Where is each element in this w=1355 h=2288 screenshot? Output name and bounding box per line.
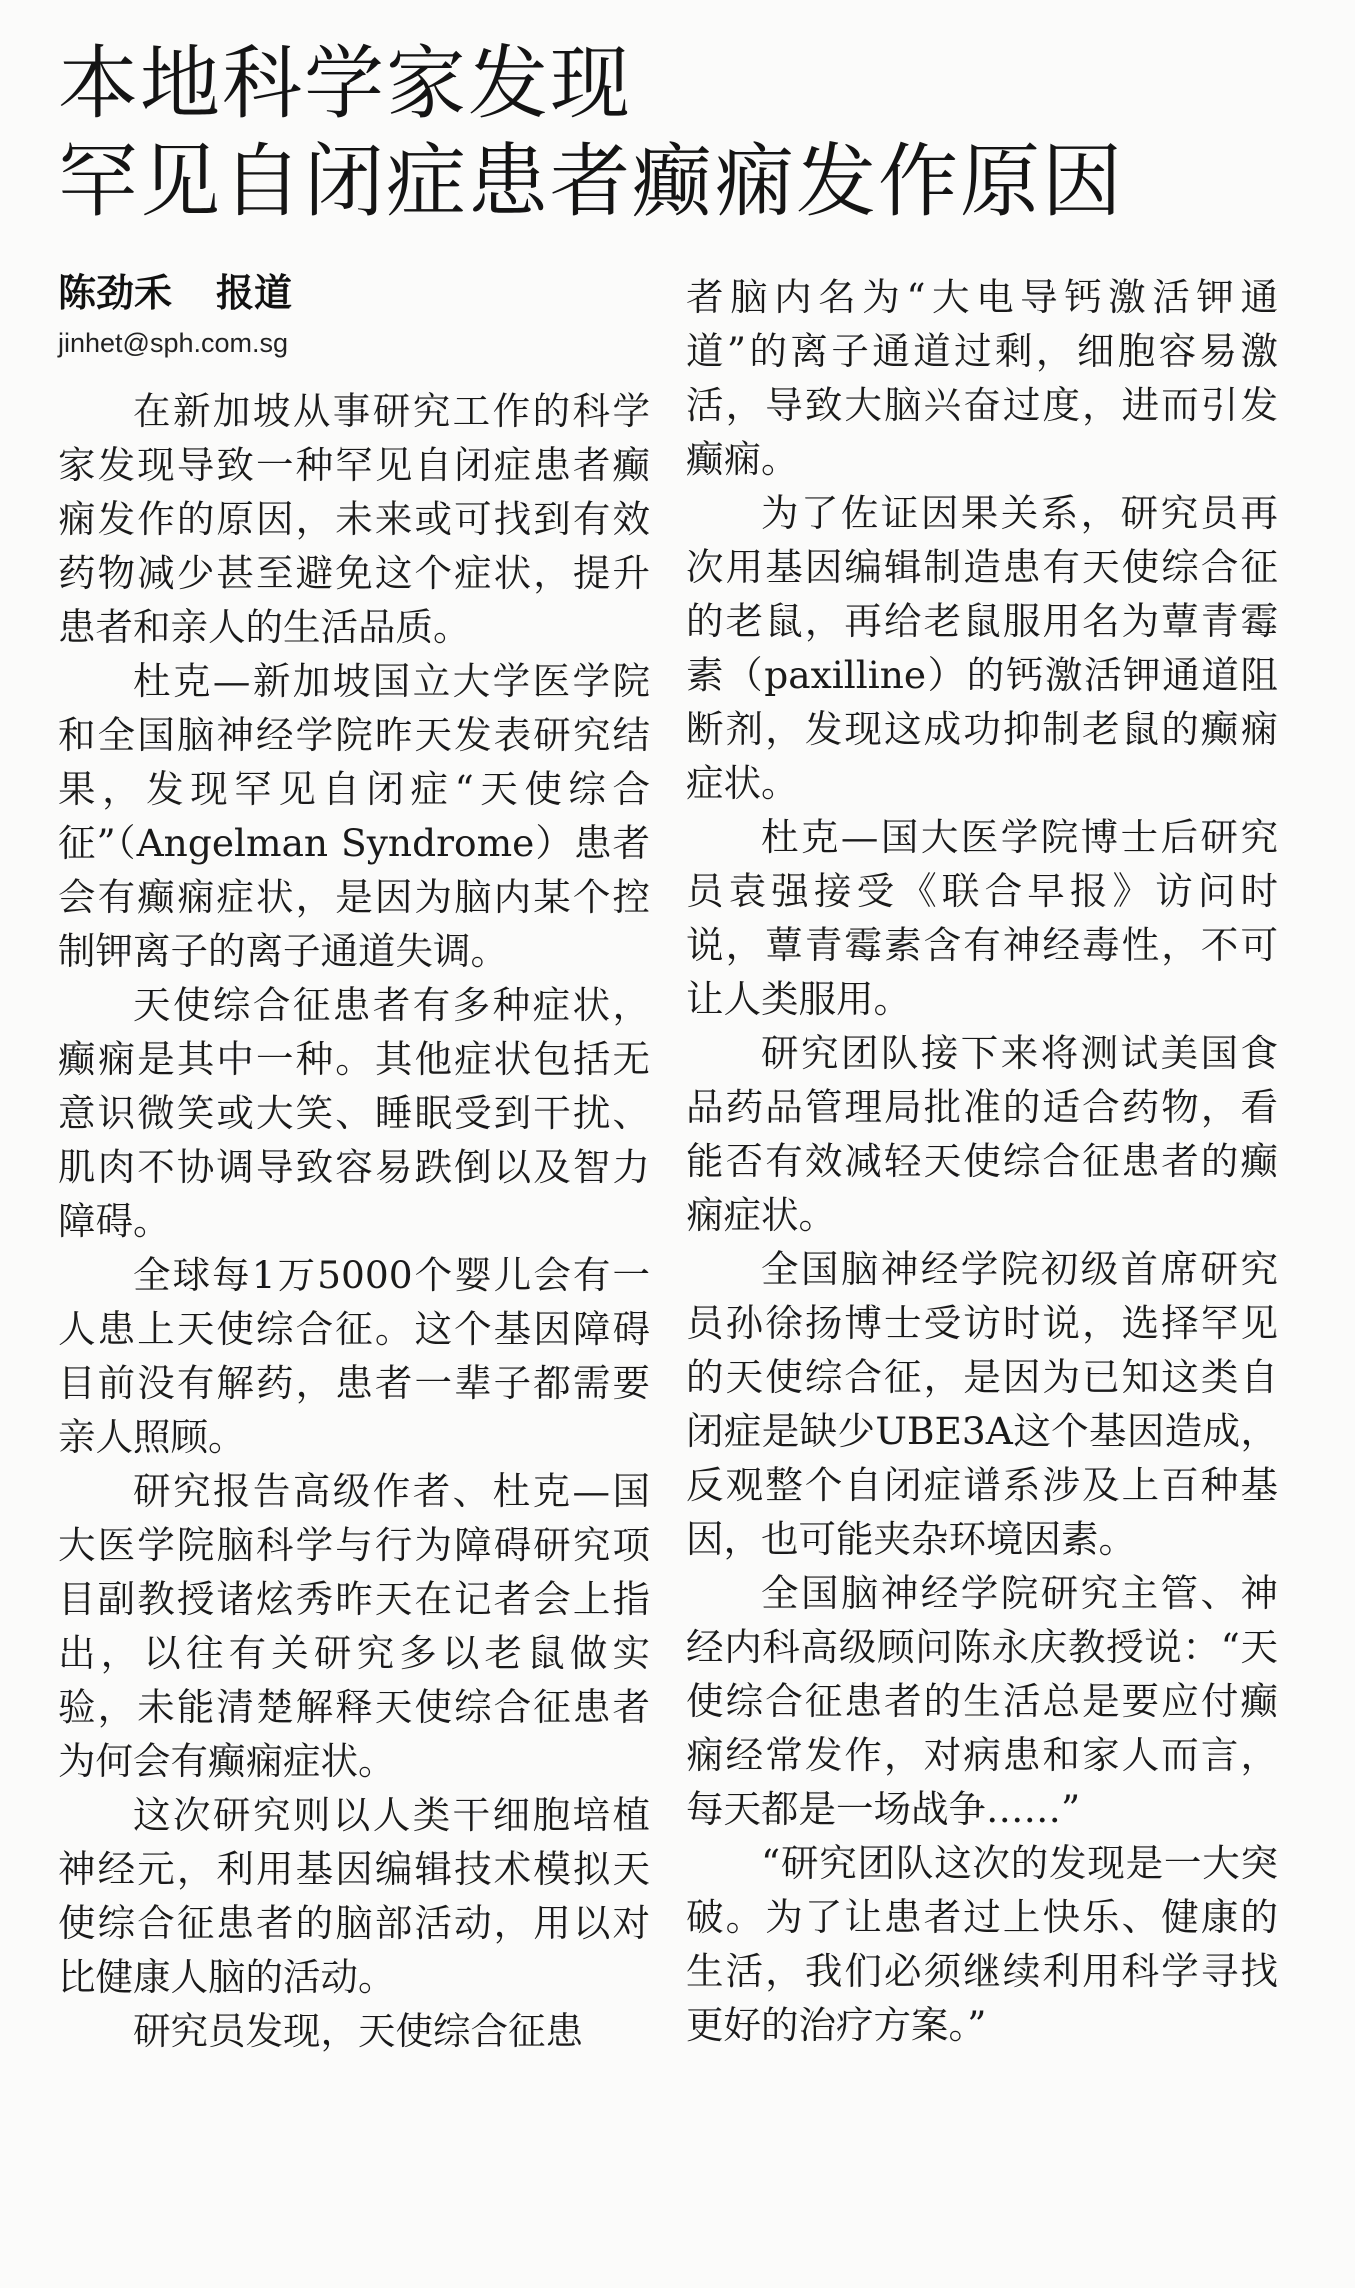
byline xyxy=(58,270,292,316)
left-column xyxy=(58,384,650,2058)
paragraph: 天使综合征患者有多种症状，癫痫是其中一种。其他症状包括无意识微笑或大笑、睡眠受到干扰、肌肉不协调导致容易跌倒以及智力障碍。 xyxy=(58,983,650,1243)
byline-author: 陈劲禾 xyxy=(58,271,173,315)
author-email: jinhet@sph.com.sg xyxy=(58,328,289,358)
paragraph: 全国脑神经学院研究主管、神经内科高级顾问陈永庆教授说：“天使综合征患者的生活总是要应付癫痫经常发作，对病患和家人而言，每天都是一场战争……” xyxy=(686,1571,1278,1831)
byline-label: 报道 xyxy=(216,271,293,315)
paragraph: 全国脑神经学院初级首席研究员孙徐扬博士受访时说，选择罕见的天使综合征，是因为已知这类自闭症是缺少UBE3A这个基因造成，反观整个自闭症谱系涉及上百种基因，也可能夹杂环境因素。 xyxy=(686,1247,1278,1561)
paragraph: 在新加坡从事研究工作的科学家发现导致一种罕见自闭症患者癫痫发作的原因，未来或可找到有效药物减少甚至避免这个症状，提升患者和亲人的生活品质。 xyxy=(58,389,650,649)
paragraph: 研究员发现，天使综合征患 xyxy=(133,2009,583,2053)
right-column xyxy=(686,270,1278,2052)
paragraph: 这次研究则以人类干细胞培植神经元，利用基因编辑技术模拟天使综合征患者的脑部活动，用以对比健康人脑的活动。 xyxy=(58,1793,650,1999)
headline-line-2: 罕见自闭症患者癫痫发作原因 xyxy=(58,135,1124,228)
paragraph: 杜克—国大医学院博士后研究员袁强接受《联合早报》访问时说，蕈青霉素含有神经毒性，不可让人类服用。 xyxy=(686,815,1278,1021)
paragraph: 研究团队接下来将测试美国食品药品管理局批准的适合药物，看能否有效减轻天使综合征患者的癫痫症状。 xyxy=(686,1031,1278,1237)
headline-line-1: 本地科学家发现 xyxy=(58,37,632,130)
paragraph: 杜克—新加坡国立大学医学院和全国脑神经学院昨天发表研究结果，发现罕见自闭症“天使综合征”（Angelman Syndrome）患者会有癫痫症状，是因为脑内某个控制钾离子的离子通道失调。 xyxy=(58,659,650,973)
paragraph-continuation: 者脑内名为“大电导钙激活钾通道”的离子通道过剩，细胞容易激活，导致大脑兴奋过度，进而引发癫痫。 xyxy=(686,275,1278,481)
paragraph: “研究团队这次的发现是一大突破。为了让患者过上快乐、健康的生活，我们必须继续利用科学寻找更好的治疗方案。” xyxy=(686,1841,1278,2047)
paragraph: 为了佐证因果关系，研究员再次用基因编辑制造患有天使综合征的老鼠，再给老鼠服用名为蕈青霉素（paxilline）的钙激活钾通道阻断剂，发现这成功抑制老鼠的癫痫症状。 xyxy=(686,491,1278,805)
paragraph: 全球每1万5000个婴儿会有一人患上天使综合征。这个基因障碍目前没有解药，患者一辈子都需要亲人照顾。 xyxy=(58,1253,650,1459)
paragraph: 研究报告高级作者、杜克—国大医学院脑科学与行为障碍研究项目副教授诸炫秀昨天在记者会上指出，以往有关研究多以老鼠做实验，未能清楚解释天使综合征患者为何会有癫痫症状。 xyxy=(58,1469,650,1783)
